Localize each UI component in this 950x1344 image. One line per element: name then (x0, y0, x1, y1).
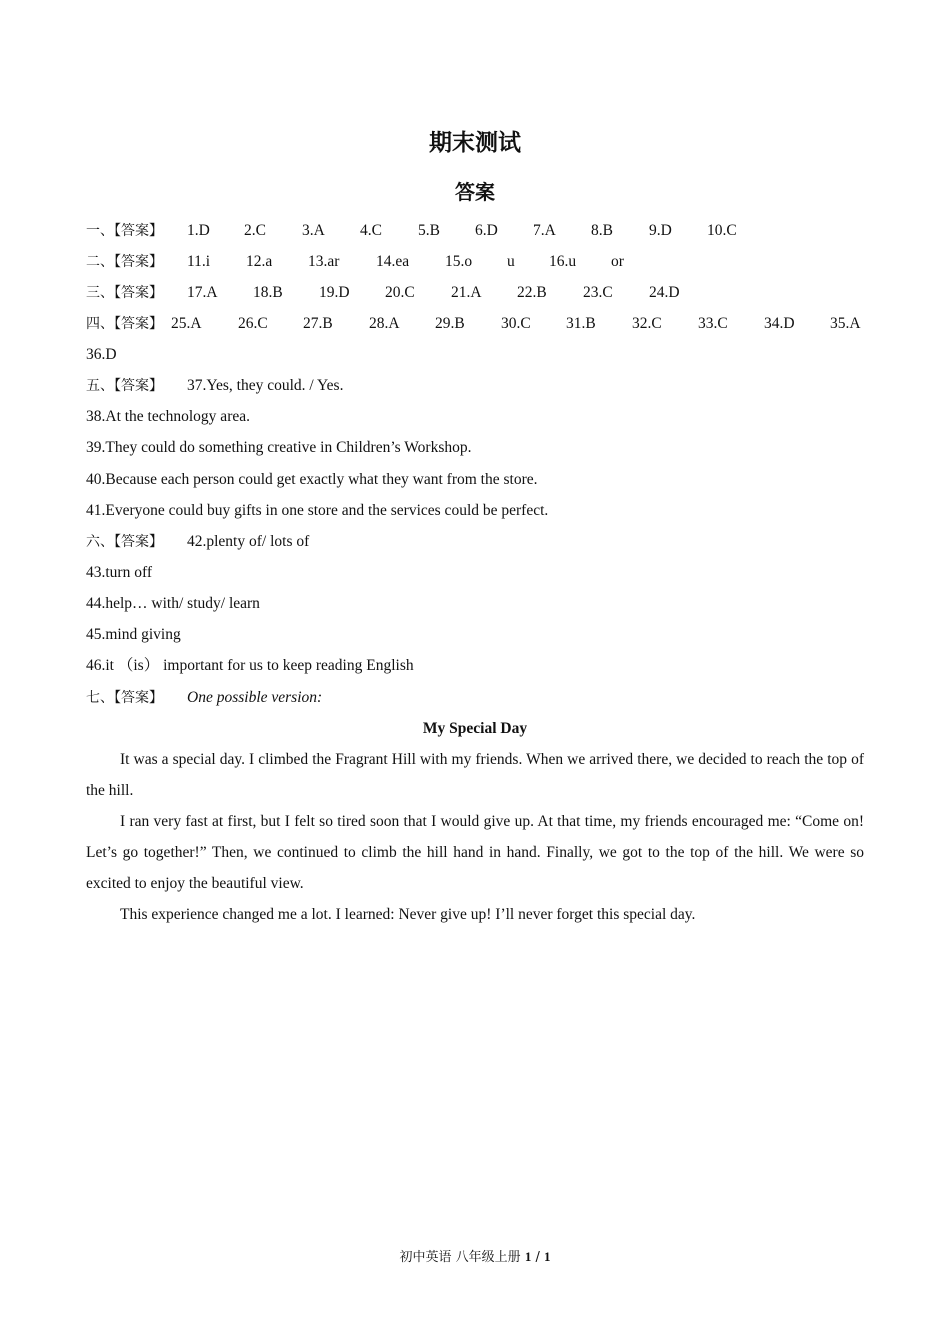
answer-line: 39.They could do something creative in Children’s Workshop. (86, 439, 472, 456)
answer-item: 6.D (475, 222, 498, 239)
answer-line: 41.Everyone could buy gifts in one store and the services could be perfect. (86, 502, 549, 519)
section-3-prefix: 三、【答案】 (86, 285, 163, 301)
answer-item: 21.A (451, 284, 482, 301)
section-7-prefix: 七、【答案】 (86, 690, 163, 706)
section-2-prefix: 二、【答案】 (86, 254, 163, 270)
answer-item: 30.C (501, 315, 531, 332)
answer-line: One possible version: (187, 689, 323, 706)
answer-item: 17.A (187, 284, 218, 301)
answer-item: 22.B (517, 284, 547, 301)
answer-item: 10.C (707, 222, 737, 239)
essay-title: My Special Day (422, 720, 528, 737)
answer-item: 23.C (583, 284, 613, 301)
section-6-answers (86, 532, 866, 552)
answer-line: 40.Because each person could get exactly what they want from the store. (86, 471, 538, 488)
answer-item: 12.a (246, 253, 273, 270)
section-3-answers (86, 283, 866, 303)
answer-line: 42.plenty of/ lots of (187, 533, 310, 550)
section-2-answers (86, 252, 866, 272)
answer-item: 4.C (360, 222, 382, 239)
page-number: 1 (524, 1249, 532, 1264)
page-footer (0, 1246, 950, 1265)
section-5-answers (86, 376, 866, 396)
answer-item: 24.D (649, 284, 680, 301)
answer-item: 25.A (171, 315, 202, 332)
answer-item: 28.A (369, 315, 400, 332)
answer-item: or (611, 253, 624, 270)
answer-line: 43.turn off (86, 564, 153, 581)
page-title: 期末测试 (429, 130, 521, 156)
answer-item: 1.D (187, 222, 210, 239)
section-4-answers (86, 314, 866, 334)
answer-item: 27.B (303, 315, 333, 332)
footer-label: 初中英语 八年级上册 (399, 1250, 521, 1265)
page-total: 1 (543, 1249, 551, 1264)
answer-item: 7.A (533, 222, 556, 239)
answer-item: 36.D (86, 346, 117, 363)
answer-item: 31.B (566, 315, 596, 332)
section-7-answers (86, 688, 866, 708)
answer-item: 2.C (244, 222, 266, 239)
answer-item: 29.B (435, 315, 465, 332)
answer-item: 19.D (319, 284, 350, 301)
answer-item: 5.B (418, 222, 440, 239)
answer-item: u (507, 253, 515, 270)
essay-paragraph: It was a special day. I climbed the Fragrant Hill with my friends. When we arrived there, we decided to reach the top of the hill. (86, 751, 864, 799)
answer-line: 45.mind giving (86, 626, 181, 643)
page-separator: / (531, 1250, 544, 1265)
answer-item: 15.o (445, 253, 473, 270)
answer-item: 26.C (238, 315, 268, 332)
answer-item: 13.ar (308, 253, 340, 270)
answer-line: 46.it （is） important for us to keep reading English (86, 657, 414, 674)
answer-item: 16.u (549, 253, 577, 270)
section-4-prefix: 四、【答案】 (86, 316, 163, 332)
section-5-prefix: 五、【答案】 (86, 378, 163, 394)
section-1-answers (86, 221, 866, 241)
answer-line: 37.Yes, they could. / Yes. (187, 377, 344, 394)
answer-line: 38.At the technology area. (86, 408, 250, 425)
answer-item: 20.C (385, 284, 415, 301)
answer-item: 3.A (302, 222, 325, 239)
section-6-prefix: 六、【答案】 (86, 534, 163, 550)
answer-item: 11.i (187, 253, 211, 270)
essay-paragraph: This experience changed me a lot. I learned: Never give up! I’ll never forget this special day. (120, 906, 696, 923)
essay-paragraph: I ran very fast at first, but I felt so tired soon that I would give up. At that time, my friends encouraged me: “Come on! Let’s go together!” Then, we continued to climb the hill hand in hand. Finally, we got to the top of the hill. We were so excited to enjoy the beautiful view. (86, 813, 864, 892)
answer-item: 14.ea (376, 253, 410, 270)
answer-item: 35.A (830, 315, 861, 332)
answer-line: 44.help… with/ study/ learn (86, 595, 260, 612)
answer-item: 8.B (591, 222, 613, 239)
answer-item: 9.D (649, 222, 672, 239)
answer-item: 34.D (764, 315, 795, 332)
answer-item: 32.C (632, 315, 662, 332)
page-subtitle: 答案 (455, 180, 495, 204)
section-1-prefix: 一、【答案】 (86, 223, 163, 239)
answer-item: 18.B (253, 284, 283, 301)
answer-item: 33.C (698, 315, 728, 332)
